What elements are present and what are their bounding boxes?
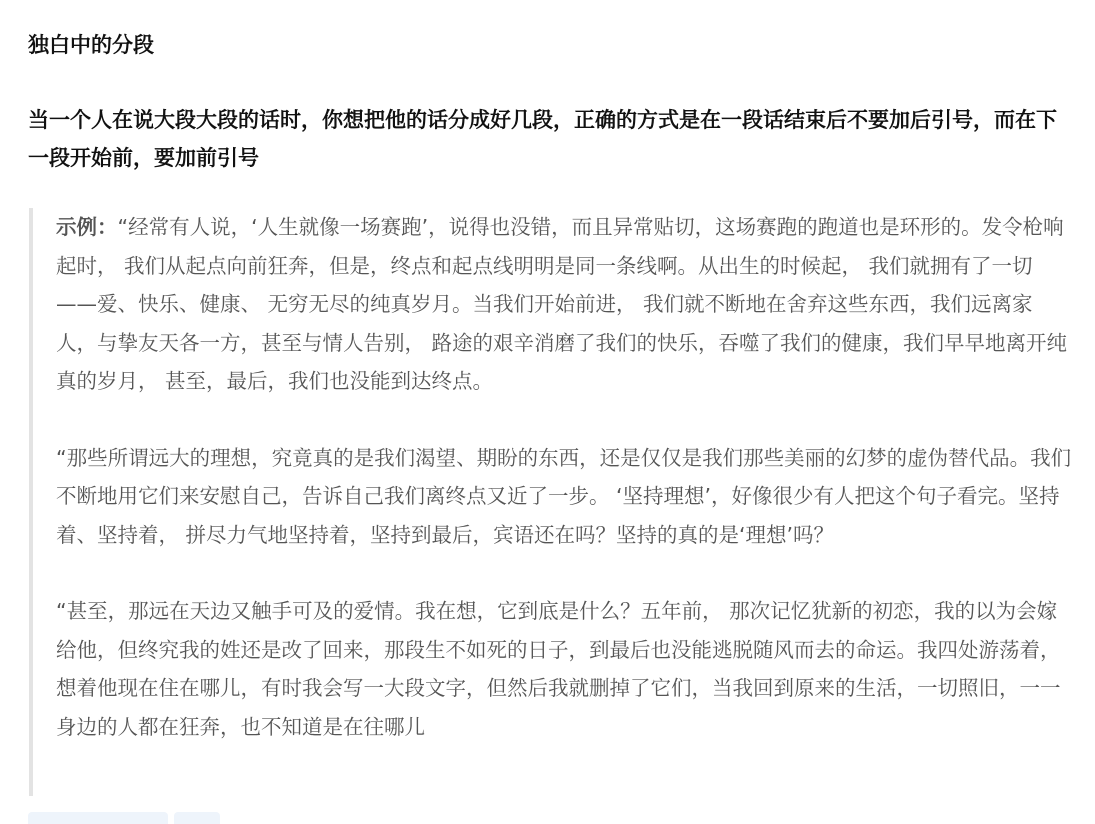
quote-paragraph-1-text: “经常有人说，‘人生就像一场赛跑’，说得也没错，而且异常贴切，这场赛跑的跑道也是环形的。发令枪响起时， 我们从起点向前狂奔，但是，终点和起点线明明是同一条线啊。从出生的时候起， 我们就拥有了一切——爱、快乐、健康、 无穷无尽的纯真岁月。当我们开始前进， 我们就不断地在舍弃这些东西，我们远离家人，与挚友天各一方，甚至与情人告别， 路途的艰辛消磨了我们的快乐，吞噬了我们的健康，我们早早地离开纯真的岁月， 甚至，最后，我们也没能到达终点。 bbox=[56, 215, 1068, 393]
section-heading: 独白中的分段 bbox=[28, 33, 154, 57]
quote-paragraph-2: “那些所谓远大的理想，究竟真的是我们渴望、期盼的东西，还是仅仅是我们那些美丽的幻梦的虚伪替代品。我们不断地用它们来安慰自己，告诉自己我们离终点又近了一步。 ‘坚持理想’，好像很少有人把这个句子看完。坚持着、坚持着， 拼尽力气地坚持着，坚持到最后，宾语还在吗？坚持的真的是‘理想’吗？ bbox=[56, 445, 1072, 547]
quote-paragraph-1 bbox=[33, 208, 1073, 401]
example-blockquote bbox=[29, 208, 1073, 796]
bottom-chip-wide[interactable] bbox=[28, 812, 168, 824]
example-label: 示例： bbox=[56, 215, 118, 239]
bottom-chip-small[interactable] bbox=[174, 812, 220, 824]
lead-paragraph: 当一个人在说大段大段的话时，你想把他的话分成好几段，正确的方式是在一段话结束后不要加后引号，而在下一段开始前，要加前引号 bbox=[28, 108, 1057, 170]
bottom-toolbar bbox=[28, 812, 228, 824]
quote-paragraph-3: “甚至，那远在天边又触手可及的爱情。我在想，它到底是什么？五年前， 那次记忆犹新的初恋，我的以为会嫁给他，但终究我的姓还是改了回来，那段生不如死的日子，到最后也没能逃脱随风而去的命运。我四处游荡着，想着他现在住在哪儿，有时我会写一大段文字，但然后我就删掉了它们，当我回到原来的生活，一切照旧，一一身边的人都在狂奔，也不知道是在往哪儿 bbox=[56, 599, 1061, 739]
